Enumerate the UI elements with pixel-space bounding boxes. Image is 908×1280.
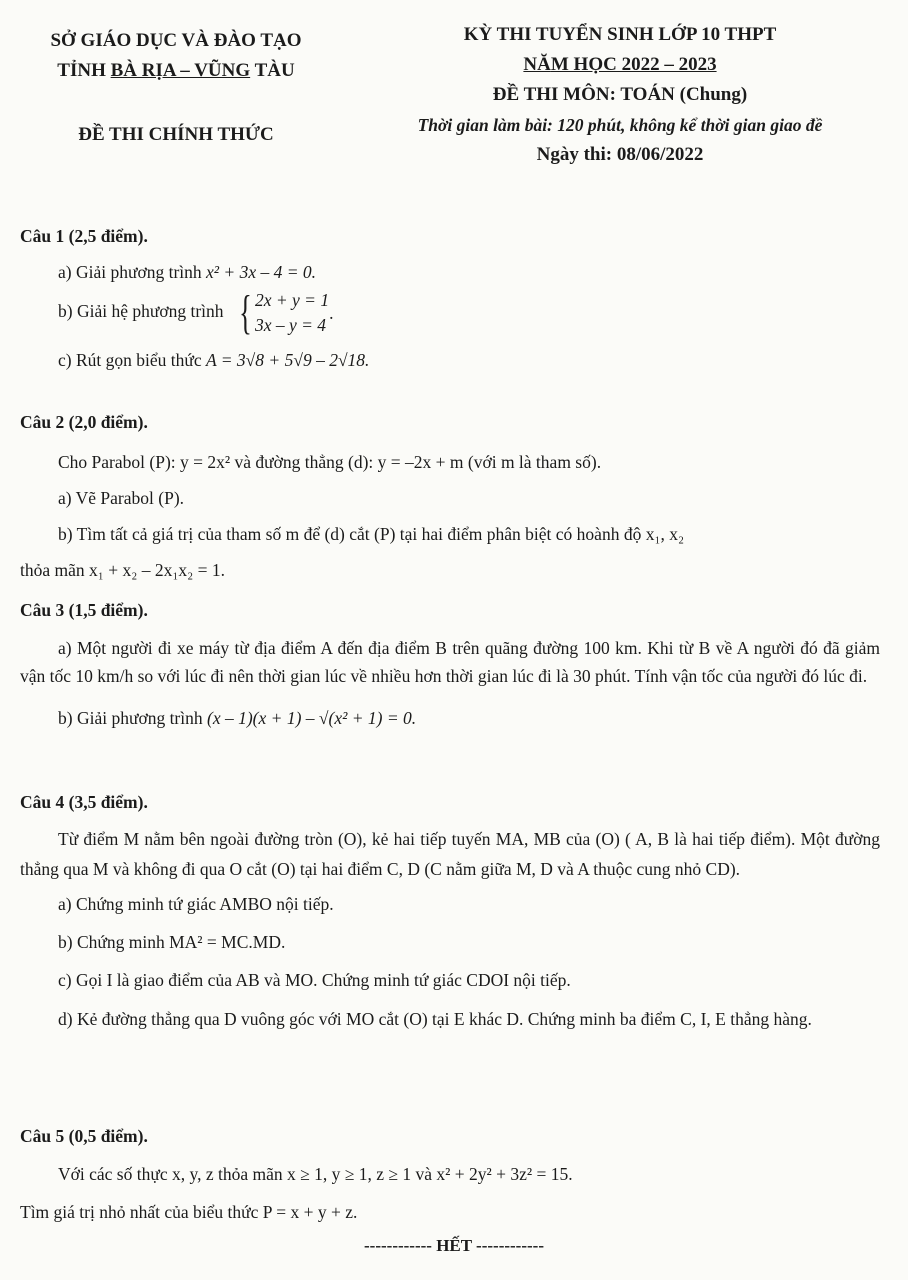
question-2 [20,410,880,582]
question-5-title: Câu 5 (0,5 điểm). [20,1126,148,1146]
q5-line1: Với các số thực x, y, z thỏa mãn x ≥ 1, y ≥ 1, z ≥ 1 và x² + 2y² + 3z² = 15. [58,1164,573,1184]
header-right [350,20,890,170]
province-suffix: TÀU [250,60,295,81]
province-prefix: TỈNH [57,60,111,81]
school-year-underlined: M HỌC 2022 – 2023 [550,54,717,75]
header-left [26,26,326,150]
q3-part-b [20,706,880,730]
q1-a-text: a) Giải phương trình [58,262,207,282]
q4-intro: Từ điểm M nằm bên ngoài đường tròn (O), kẻ hai tiếp tuyến MA, MB của (O) ( A, B là hai tiếp điểm). Một đường thẳng qua M và không đi qua O cắt (O) tại hai điểm C, D (C nằm giữa M, D và A thuộc cung nhỏ CD). [20,829,880,879]
q3-part-a: a) Một người đi xe máy từ địa điểm A đến địa điểm B trên quãng đường 100 km. Khi từ B về A người đó đã giảm vận tốc 10 km/h so với lúc đi nên thời gian lúc về nhiều hơn thời gian lúc đi là 30 phút. Tính vận tốc của người đó lúc đi. [20,638,880,686]
question-1 [20,224,880,372]
question-1-title: Câu 1 (2,5 điểm). [20,226,148,246]
question-4 [20,790,880,1034]
equation-system [234,288,334,338]
question-4-title: Câu 4 (3,5 điểm). [20,792,148,812]
question-3 [20,598,880,730]
q1-part-a [20,260,880,284]
q4-part-a: a) Chứng minh tứ giác AMBO nội tiếp. [58,894,334,914]
system-eq-2: 3x – y = 4 [254,315,327,335]
department-name: SỞ GIÁO DỤC VÀ ĐÀO TẠO [50,30,302,51]
school-year-prefix: NĂ [523,54,551,75]
system-end: . [329,303,334,323]
q1-part-b [20,288,880,338]
question-2-title: Câu 2 (2,0 điểm). [20,412,148,432]
q1-c-math: A = 3√8 + 5√9 – 2√18. [206,350,370,370]
exam-date: Ngày thi: 08/06/2022 [536,144,704,165]
question-5 [20,1124,880,1224]
q5-line2: Tìm giá trị nhỏ nhất của biểu thức P = x + y + z. [20,1202,358,1222]
q2-part-b-line1: b) Tìm tất cả giá trị của tham số m để (d) cắt (P) tại hai điểm phân biệt có hoành độ x₁, x₂ [58,524,685,544]
school-year [350,50,890,80]
q3-b-math: (x – 1)(x + 1) – √(x² + 1) = 0. [207,708,417,728]
q1-b-text: b) Giải hệ phương trình [58,301,224,322]
q4-part-b: b) Chứng minh MA² = MC.MD. [58,932,286,952]
province-underlined: BÀ RỊA – VŨNG [110,60,251,81]
q2-intro: Cho Parabol (P): y = 2x² và đường thẳng (d): y = –2x + m (với m là tham số). [58,452,602,472]
official-exam-label: ĐỀ THI CHÍNH THỨC [78,124,274,145]
subject: ĐỀ THI MÔN: TOÁN (Chung) [492,84,748,105]
q1-c-text: c) Rút gọn biểu thức [58,350,206,370]
q2-part-a: a) Vẽ Parabol (P). [58,488,185,508]
province-name [26,56,326,86]
q4-part-c: c) Gọi I là giao điểm của AB và MO. Chứng minh tứ giác CDOI nội tiếp. [58,970,571,990]
q1-a-math: x² + 3x – 4 = 0. [206,262,317,282]
time-allowed: Thời gian làm bài: 120 phút, không kể thời gian giao đề [417,115,823,135]
system-eq-1: 2x + y = 1 [254,290,330,310]
exam-title: KỲ THI TUYỂN SINH LỚP 10 THPT [463,24,777,45]
end-marker: ------------ HẾT ------------ [364,1236,544,1255]
q2-part-b-line2: thỏa mãn x₁ + x₂ – 2x₁x₂ = 1. [20,560,226,580]
q4-part-d: d) Kẻ đường thẳng qua D vuông góc với MO cắt (O) tại E khác D. Chứng minh ba điểm C, I, E thẳng hàng. [58,1009,812,1029]
q3-b-text: b) Giải phương trình [58,708,207,728]
q1-part-c [20,348,880,372]
question-3-title: Câu 3 (1,5 điểm). [20,600,148,620]
brace-glyph: { [239,286,252,339]
